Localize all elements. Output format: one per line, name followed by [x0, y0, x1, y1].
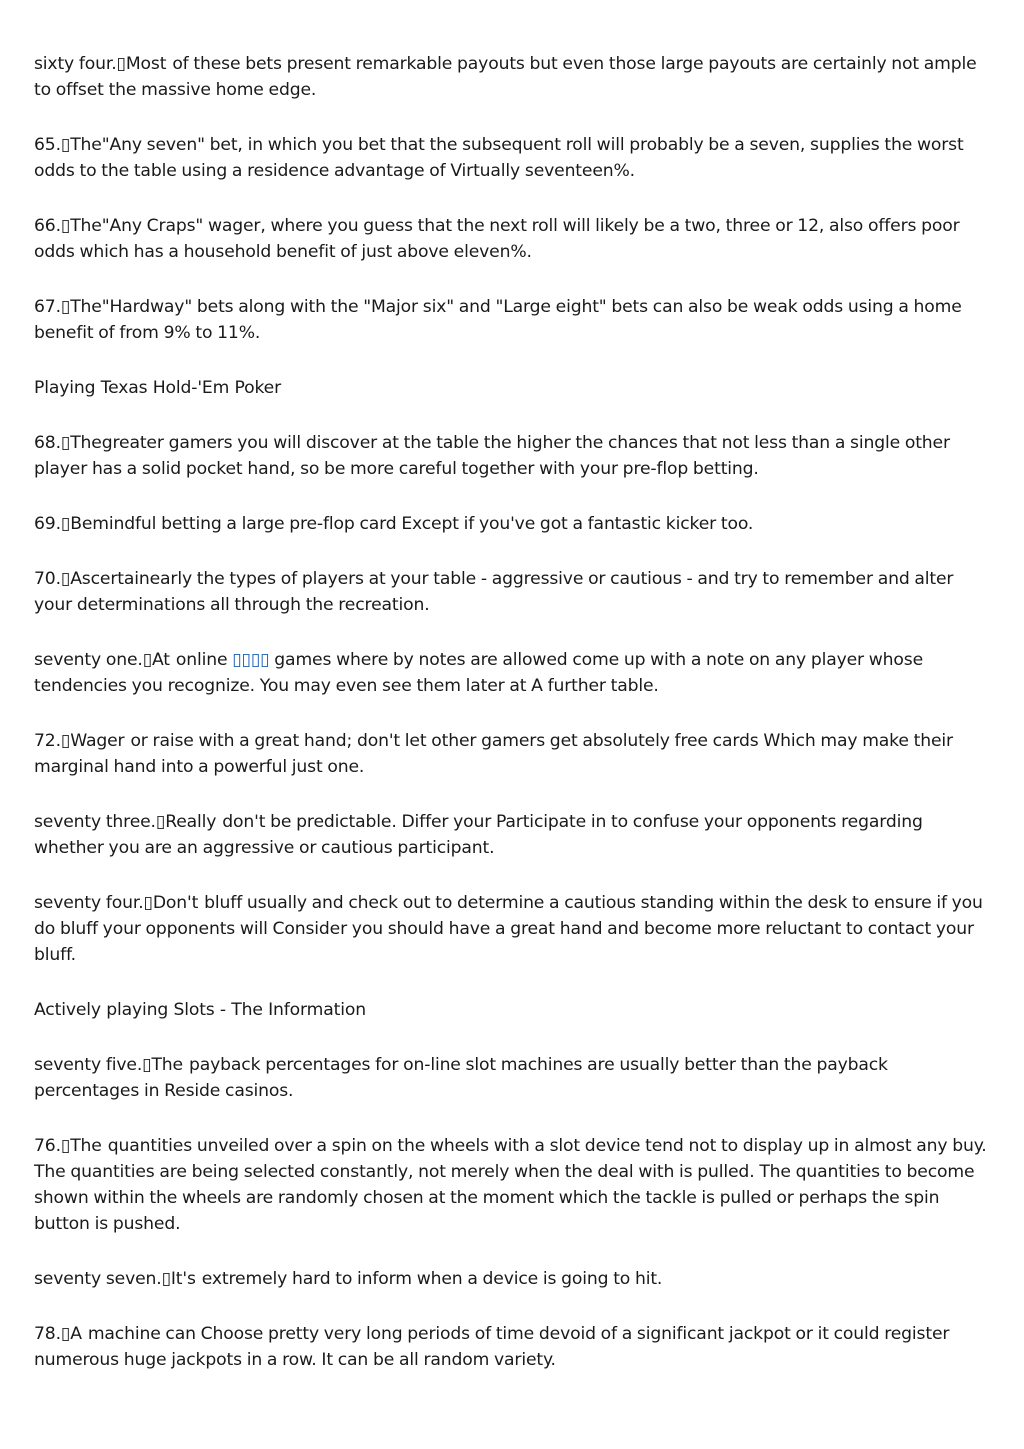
item-number: seventy five.▯ — [34, 1055, 152, 1075]
section-heading-poker: Playing Texas Hold-'Em Poker — [34, 378, 282, 398]
paragraph-text: bluff usually and check out to determine a cautious standing within the desk to ensure if you do bluff your opponents will Consider you should have a great hand and become more reluctant to contact your bluff. — [34, 893, 983, 965]
lead-word: It's — [170, 1269, 196, 1289]
lead-word: Don't — [152, 893, 199, 913]
section-heading-slots: Actively playing Slots - The Information — [34, 1000, 366, 1020]
paragraph-73 — [34, 809, 994, 861]
lead-word: A — [70, 1324, 82, 1344]
paragraph-71 — [34, 647, 994, 699]
item-number: seventy one.▯ — [34, 650, 152, 670]
item-number: 66.▯ — [34, 216, 71, 236]
paragraph-66 — [34, 213, 994, 265]
paragraph-text: quantities unveiled over a spin on the wheels with a slot device tend not to display up in almost any buy. The quantities are being selected constantly, not merely when the deal with is pulled. The quantities to become shown within the wheels are randomly chosen at the moment which the tackle is pulled or perhaps the spin button is pushed. — [34, 1136, 987, 1234]
paragraph-text: of these bets present remarkable payouts but even those large payouts are certainly not ample to offset the massive home edge. — [34, 54, 977, 100]
item-number: 68.▯ — [34, 433, 71, 453]
paragraph-75 — [34, 1052, 994, 1104]
item-number: seventy four.▯ — [34, 893, 153, 913]
lead-word: The — [70, 216, 102, 236]
paragraph-76 — [34, 1133, 994, 1237]
lead-word: Wager — [70, 731, 125, 751]
paragraph-text-before-link: online — [175, 650, 233, 670]
item-number: 67.▯ — [34, 297, 71, 317]
lead-word: Really — [165, 812, 217, 832]
lead-word: The — [70, 433, 102, 453]
item-number: sixty four.▯ — [34, 54, 126, 74]
item-number: 72.▯ — [34, 731, 71, 751]
paragraph-72 — [34, 728, 994, 780]
paragraph-64 — [34, 51, 994, 103]
paragraph-78 — [34, 1321, 994, 1373]
lead-word: The — [151, 1055, 183, 1075]
lead-word: The — [70, 135, 102, 155]
paragraph-text-after-link: games where by notes are allowed come up with a note on any player whose tendencies you recognize. You may even see them later at A further table. — [34, 650, 924, 696]
lead-word: Most — [125, 54, 167, 74]
lead-word: Be — [70, 514, 93, 534]
inline-link[interactable]: ▯▯▯▯ — [232, 650, 270, 670]
paragraph-text: "Any seven" bet, in which you bet that the subsequent roll will probably be a seven, supplies the worst odds to the table using a residence advantage of Virtually seventeen%. — [34, 135, 964, 181]
paragraph-text: payback percentages for on-line slot machines are usually better than the payback percentages in Reside casinos. — [34, 1055, 888, 1101]
paragraph-69 — [34, 511, 994, 537]
paragraph-text: "Hardway" bets along with the "Major six" and "Large eight" bets can also be weak odds using a home benefit of from 9% to 11%. — [34, 297, 962, 343]
paragraph-77 — [34, 1266, 994, 1292]
lead-word: The — [70, 1136, 102, 1156]
paragraph-text: "Any Craps" wager, where you guess that the next roll will likely be a two, three or 12, also offers poor odds which has a household benefit of just above eleven%. — [34, 216, 960, 262]
item-number: 78.▯ — [34, 1324, 71, 1344]
lead-word: Ascertain — [70, 569, 150, 589]
paragraph-68 — [34, 430, 994, 482]
lead-word: At — [152, 650, 170, 670]
paragraph-text: extremely hard to inform when a device is going to hit. — [201, 1269, 663, 1289]
paragraph-text: mindful betting a large pre-flop card Except if you've got a fantastic kicker too. — [92, 514, 754, 534]
paragraph-74 — [34, 890, 994, 968]
paragraph-67 — [34, 294, 994, 346]
paragraph-70 — [34, 566, 994, 618]
document-page — [34, 51, 994, 1402]
lead-word: The — [70, 297, 102, 317]
paragraph-text: early the types of players at your table - aggressive or cautious - and try to remember and alter your determinations all through the recreation. — [34, 569, 954, 615]
item-number: seventy three.▯ — [34, 812, 166, 832]
paragraph-65 — [34, 132, 994, 184]
item-number: 76.▯ — [34, 1136, 71, 1156]
paragraph-text: machine can Choose pretty very long periods of time devoid of a significant jackpot or it could register numerous huge jackpots in a row. It can be all random variety. — [34, 1324, 950, 1370]
item-number: 69.▯ — [34, 514, 71, 534]
paragraph-text: don't be predictable. Differ your Participate in to confuse your opponents regarding whether you are an aggressive or cautious participant. — [34, 812, 923, 858]
item-number: 70.▯ — [34, 569, 71, 589]
paragraph-text: greater gamers you will discover at the table the higher the chances that not less than a single other player has a solid pocket hand, so be more careful together with your pre-flop betting. — [34, 433, 950, 479]
paragraph-text: or raise with a great hand; don't let other gamers get absolutely free cards Which may make their marginal hand into a powerful just one. — [34, 731, 953, 777]
item-number: seventy seven.▯ — [34, 1269, 171, 1289]
item-number: 65.▯ — [34, 135, 71, 155]
